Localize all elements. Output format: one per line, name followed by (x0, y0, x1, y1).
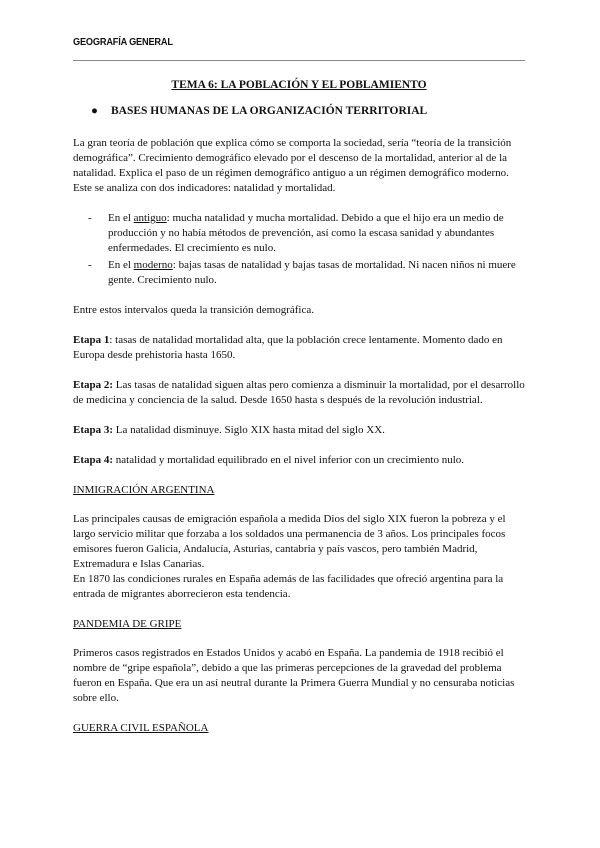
stage-label: Etapa 1 (73, 334, 110, 346)
list-term: antiguo (133, 212, 167, 224)
stage-paragraph: Etapa 3: La natalidad disminuye. Siglo XIX hasta mitad del siglo XX. (73, 424, 385, 436)
stage-paragraph: Etapa 4: natalidad y mortalidad equilibrado en el nivel inferior con un crecimiento nulo. (73, 454, 464, 466)
stage-label: Etapa 2: (73, 379, 114, 391)
bullet-icon: ● (91, 105, 98, 117)
intro-paragraph: La gran teoría de población que explica cómo se comporta la sociedad, sería “teoría de la transición demográfica”. Crecimiento demográfico elevado por el descenso de la mortalidad, anterior al de la natalidad. Explica el paso de un régimen demográfico antiguo a un régimen demográfico moderno. Este se analiza con dos indicadores: natalidad y mortalidad. (73, 137, 512, 194)
document-body (73, 78, 525, 750)
dash-icon: - (88, 212, 92, 224)
civil-war-heading: GUERRA CIVIL ESPAÑOLA (73, 722, 209, 734)
immigration-paragraph: Las principales causas de emigración española a medida Dios del siglo XIX fueron la pobreza y el largo servicio militar que forzaba a los soldados una permanencia de 3 años. Los principales focos emisores fueron Galicia, Andalucía, Asturias, cantabria y país vascos, pero también Madrid, Extremadura e Islas Canarias. (73, 513, 506, 570)
header-title: GEOGRAFÍA GENERAL (73, 37, 173, 48)
transition-paragraph: Entre estos intervalos queda la transición demográfica. (73, 304, 314, 316)
section-heading (91, 104, 525, 119)
section-heading-text: BASES HUMANAS DE LA ORGANIZACIÓN TERRITORIAL (111, 105, 428, 117)
list-item: - En el moderno: bajas tasas de natalidad y bajas tasas de mortalidad. Ni nacen niños ni muere gente. Crecimiento nulo. (73, 258, 525, 288)
pandemic-heading: PANDEMIA DE GRIPE (73, 618, 182, 630)
stage-paragraph: Etapa 2: Las tasas de natalidad siguen altas pero comienza a disminuir la mortalidad, por el desarrollo de medicina y conciencia de la salud. Desde 1650 hasta s después de la revolución industrial. (73, 379, 525, 406)
list-item: - En el antiguo: mucha natalidad y mucha mortalidad. Debido a que el hijo era un medio de producción y no había métodos de prevención, así como la escasa sanidad y abundantes enfermedades. El crecimiento es nulo. (73, 211, 525, 256)
stage-label: Etapa 4: (73, 454, 114, 466)
immigration-heading: INMIGRACIÓN ARGENTINA (73, 484, 215, 496)
stage-label: Etapa 3: (73, 424, 114, 436)
document-title: TEMA 6: LA POBLACIÓN Y EL POBLAMIENTO (171, 79, 427, 91)
list-term: moderno (133, 259, 173, 271)
dash-icon: - (88, 259, 92, 271)
regime-list (73, 211, 525, 288)
header-divider (73, 60, 525, 61)
pandemic-paragraph: Primeros casos registrados en Estados Unidos y acabó en España. La pandemia de 1918 recibió el nombre de “gripe española”, debido a que las primeras percepciones de la gravedad del problema fueron en España. Que era un así neutral durante la Primera Guerra Mundial y no censuraba noticias sobre ello. (73, 647, 515, 704)
stage-paragraph: Etapa 1: tasas de natalidad mortalidad alta, que la población crece lentamente. Momento dado en Europa desde prehistoria hasta 1650. (73, 334, 503, 361)
immigration-paragraph: En 1870 las condiciones rurales en España además de las facilidades que ofreció argentina para la entrada de migrantes aborrecieron esta tendencia. (73, 573, 504, 600)
